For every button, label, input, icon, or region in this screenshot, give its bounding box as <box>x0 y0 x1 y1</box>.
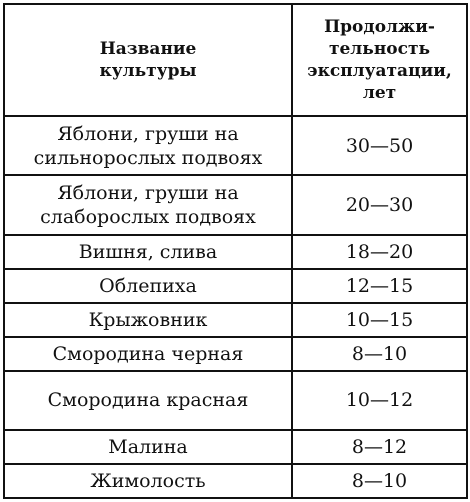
crop-cell <box>4 175 292 234</box>
crop-cell: Облепиха <box>4 269 292 303</box>
table-row <box>4 175 467 234</box>
crop-line: Яблони, груши на <box>57 181 239 204</box>
table-header-row <box>4 4 467 116</box>
crop-cell: Смородина красная <box>4 371 292 429</box>
header-line: культуры <box>99 61 197 81</box>
header-line: тельность <box>328 39 431 59</box>
years-cell: 12—15 <box>292 269 467 303</box>
header-line: лет <box>362 83 397 103</box>
crop-cell: Смородина черная <box>4 337 292 371</box>
table-row <box>4 235 467 269</box>
header-crop-name <box>4 4 292 116</box>
years-cell: 8—10 <box>292 337 467 371</box>
table-row <box>4 430 467 464</box>
table-row <box>4 269 467 303</box>
table-row <box>4 337 467 371</box>
years-cell: 10—12 <box>292 371 467 429</box>
header-duration <box>292 4 467 116</box>
crop-cell: Крыжовник <box>4 303 292 337</box>
table-row <box>4 116 467 175</box>
header-line: Продолжи- <box>324 17 435 37</box>
crop-line: сильнорослых подвоях <box>33 146 263 169</box>
header-line: Название <box>99 39 197 59</box>
crop-cell <box>4 116 292 175</box>
crop-cell: Жимолость <box>4 464 292 498</box>
years-cell: 30—50 <box>292 116 467 175</box>
table-row <box>4 371 467 429</box>
crop-line: Яблони, груши на <box>57 122 239 145</box>
years-cell: 20—30 <box>292 175 467 234</box>
document-page <box>3 3 466 499</box>
years-cell: 18—20 <box>292 235 467 269</box>
header-line: эксплуатации, <box>307 61 452 81</box>
table-row <box>4 464 467 498</box>
years-cell: 8—12 <box>292 430 467 464</box>
years-cell: 8—10 <box>292 464 467 498</box>
crop-lifespan-table <box>3 3 468 499</box>
crop-cell: Малина <box>4 430 292 464</box>
table-row <box>4 303 467 337</box>
years-cell: 10—15 <box>292 303 467 337</box>
crop-line: слаборослых подвоях <box>40 205 256 228</box>
crop-cell: Вишня, слива <box>4 235 292 269</box>
